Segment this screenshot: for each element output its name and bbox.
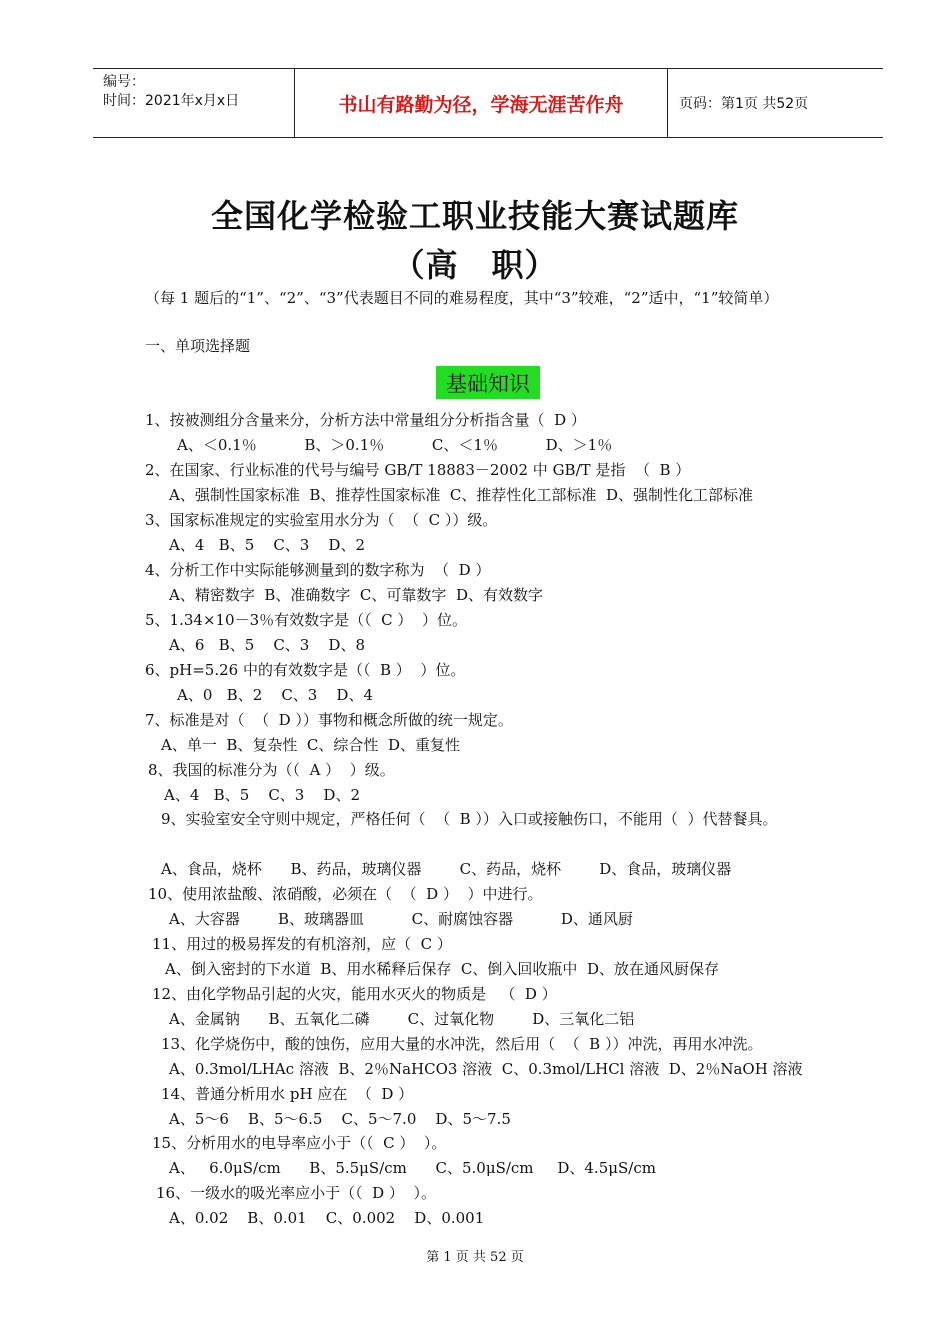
question-text: 4、分析工作中实际能够测量到的数字称为 （ D ） [145, 561, 491, 579]
code-label: 编号： [103, 74, 145, 90]
header-motto: 书山有路勤为径，学海无涯苦作舟 [338, 93, 624, 116]
answer-options: A、精密数字 B、准确数字 C、可靠数字 D、有效数字 [169, 586, 543, 604]
answer-options: A、0.3mol/LHAc 溶液 B、2％NaHCO3 溶液 C、0.3mol/LHCl 溶液 D、2％NaOH 溶液 [169, 1060, 803, 1078]
question-text: 8、我国的标准分为（（ A ） ）级。 [148, 761, 395, 779]
question-text: 3、国家标准规定的实验室用水分为（ （ C ））级。 [145, 511, 498, 529]
section-title: 一、单项选择题 [145, 337, 251, 355]
answer-options: A、单一 B、复杂性 C、综合性 D、重复性 [161, 736, 460, 754]
difficulty-note: （每 1 题后的“1”、“2”、“3”代表题目不同的难易程度，其中“3”较难，“2”适中，“1”较简单） [145, 289, 779, 307]
question-text: 13、化学烧伤中，酸的蚀伤，应用大量的水冲洗，然后用（ （ B ））冲洗，再用水冲洗。 [161, 1035, 763, 1053]
category-tag: 基础知识 [436, 366, 540, 399]
time-label: 时间：2021年x月x日 [103, 93, 240, 109]
question-text: 5、1.34×10－3％有效数字是（（ C ） ）位。 [145, 611, 467, 629]
question-text: 10、使用浓盐酸、浓硝酸，必须在（ （ D ） ）中进行。 [148, 885, 543, 903]
answer-options: A、0 B、2 C、3 D、4 [177, 686, 373, 704]
question-text: 14、普通分析用水 pH 应在 （ D ） [161, 1085, 414, 1103]
question-text: 12、由化学物品引起的火灾，能用水灭火的物质是 （ D ） [152, 985, 557, 1003]
answer-options: A、大容器 B、玻璃器皿 C、耐腐蚀容器 D、通风厨 [169, 910, 633, 928]
question-text: 11、用过的极易挥发的有机溶剂，应（ C ） [152, 935, 452, 953]
answer-options: A、4 B、5 C、3 D、2 [169, 536, 365, 554]
header-meta [103, 73, 239, 111]
answer-options: A、食品，烧杯 B、药品，玻璃仪器 C、药品，烧杯 D、食品，玻璃仪器 [161, 860, 732, 878]
answer-options: A、倒入密封的下水道 B、用水稀释后保存 C、倒入回收瓶中 D、放在通风厨保存 [165, 960, 719, 978]
question-text: 2、在国家、行业标准的代号与编号 GB/T 18883－2002 中 GB/T 是指 （ B ） [145, 461, 691, 479]
header-page-info: 页码：第1页 共52页 [679, 96, 809, 112]
answer-options: A、5～6 B、5～6.5 C、5～7.0 D、5～7.5 [169, 1110, 511, 1128]
document-header [93, 68, 883, 138]
question-text: 1、按被测组分含量来分，分析方法中常量组分分析指含量（ D ） [145, 411, 586, 429]
answer-options: A、＜0.1％ B、＞0.1％ C、＜1％ D、＞1％ [177, 436, 613, 454]
answer-options: A、金属钠 B、五氧化二磷 C、过氧化物 D、三氧化二铝 [169, 1010, 635, 1028]
answer-options: A、强制性国家标准 B、推荐性国家标准 C、推荐性化工部标准 D、强制性化工部标准 [169, 486, 753, 504]
document-title: 全国化学检验工职业技能大赛试题库 [210, 197, 739, 235]
answer-options: A、6 B、5 C、3 D、8 [169, 636, 365, 654]
question-text: 7、标准是对（ （ D ））事物和概念所做的统一规定。 [145, 711, 513, 729]
header-divider [667, 69, 668, 137]
question-text: 9、实验室安全守则中规定，严格任何（ （ B ））入口或接触伤口，不能用（ ）代替餐具。 [161, 810, 778, 828]
answer-options: A、4 B、5 C、3 D、2 [164, 786, 360, 804]
question-text: 6、pH=5.26 中的有效数字是（（ B ） ）位。 [145, 661, 466, 679]
answer-options: A、 6.0μS/cm B、5.5μS/cm C、5.0μS/cm D、4.5μS/cm [169, 1159, 656, 1177]
document-subtitle: （高 职） [392, 246, 558, 284]
question-text: 15、分析用水的电导率应小于（（ C ） ）。 [152, 1134, 447, 1152]
answer-options: A、0.02 B、0.01 C、0.002 D、0.001 [169, 1209, 485, 1227]
page-footer: 第 1 页 共 52 页 [426, 1250, 524, 1265]
question-text: 16、一级水的吸光率应小于（（ D ） ）。 [156, 1184, 436, 1202]
